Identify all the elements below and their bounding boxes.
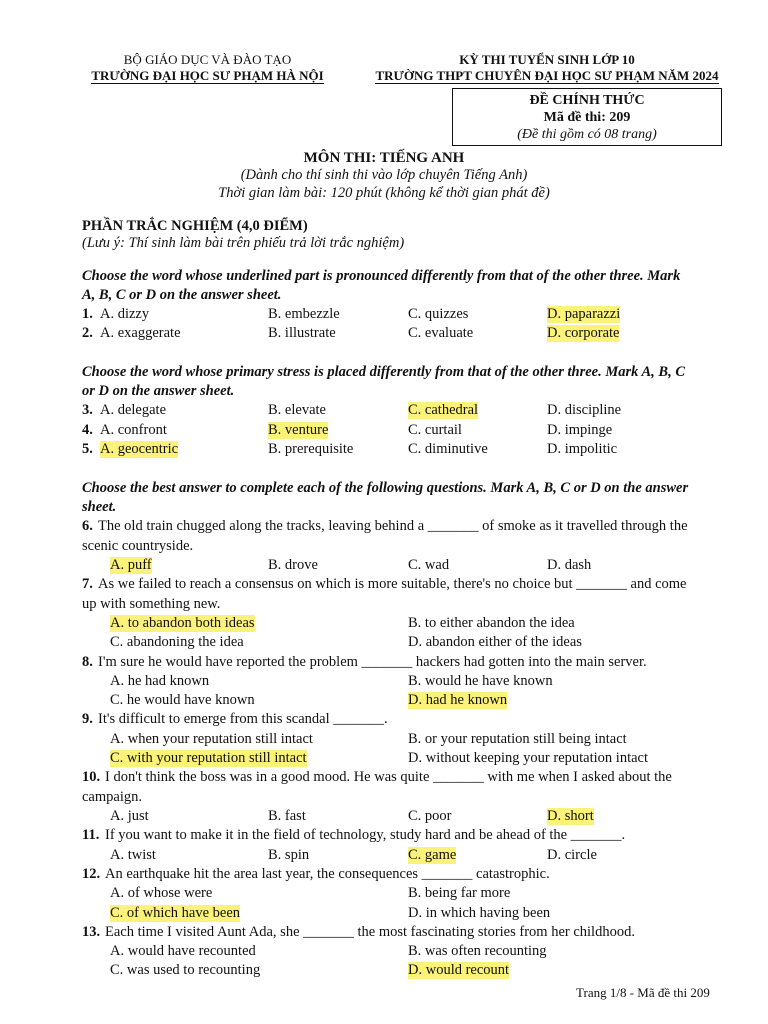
option-b: B. or your reputation still being intact [408,731,627,747]
option-b: B. embezzle [268,306,340,322]
option-b: B. drove [268,557,318,573]
section1-instruction-line1: Choose the word whose underlined part is pronounced differently from that of the other three. Mark [82,268,681,284]
option-c: C. was used to recounting [110,962,261,978]
subject-for: (Dành cho thí sinh thi vào lớp chuyên Tiếng Anh) [240,167,528,183]
option-a: A. he had known [110,673,210,689]
option-a: A. exaggerate [100,325,181,341]
option-b: B. illustrate [268,325,336,341]
option-c: C. evaluate [408,325,474,341]
option-b: B. spin [268,847,310,863]
question-number: 7. [82,576,93,592]
question-stem: As we failed to reach a consensus on which is more suitable, there's no choice but _______ and come [98,576,687,592]
option-b: B. prerequisite [268,441,354,457]
option-d: D. impinge [547,422,613,438]
official-box [452,88,722,146]
question-stem: It's difficult to emerge from this scandal _______. [98,711,388,727]
option-a: A. dizzy [100,306,150,322]
university-name [70,68,345,84]
question-number: 4. [82,422,93,438]
question-number: 8. [82,654,93,670]
option-a-highlighted: A. geocentric [100,441,179,457]
option-d: D. in which having been [408,905,551,921]
question-number: 11. [82,827,100,843]
question-number: 9. [82,711,93,727]
option-a: A. confront [100,422,167,438]
question-stem: I'm sure he would have reported the problem _______ hackers had gotten into the main server. [98,654,647,670]
school-name-text: TRƯỜNG THPT CHUYÊN ĐẠI HỌC SƯ PHẠM NĂM 2024 [375,68,719,83]
option-b: B. fast [268,808,306,824]
part-title: PHẦN TRẮC NGHIỆM (4,0 ĐIỂM) [82,218,308,234]
question-number: 1. [82,306,93,322]
option-c: C. poor [408,808,452,824]
school-name [352,68,742,84]
exam-name: KỲ THI TUYỂN SINH LỚP 10 [459,52,635,67]
question-stem: The old train chugged along the tracks, leaving behind a _______ of smoke as it travelled through the [98,518,688,534]
exam-header [352,52,742,84]
option-b: B. elevate [268,402,326,418]
question-number: 12. [82,866,101,882]
option-d: D. dash [547,557,592,573]
option-b: B. being far more [408,885,511,901]
option-c: C. he would have known [110,692,255,708]
option-c: C. wad [408,557,450,573]
option-d-highlighted: D. paparazzi [547,306,621,322]
part-note: (Lưu ý: Thí sinh làm bài trên phiếu trả lời trắc nghiệm) [82,235,405,251]
question-stem: Each time I visited Aunt Ada, she _______ the most fascinating stories from her childhood. [105,924,635,940]
option-d-highlighted: D. had he known [408,692,508,708]
option-c-highlighted: C. with your reputation still intact [110,750,307,766]
question-stem-cont: up with something new. [82,596,221,612]
question-number: 10. [82,769,101,785]
option-a-highlighted: A. to abandon both ideas [110,615,255,631]
ministry-header [70,52,345,84]
university-name-text: TRƯỜNG ĐẠI HỌC SƯ PHẠM HÀ NỘI [91,68,324,83]
option-b: B. was often recounting [408,943,547,959]
page-count: (Đề thi gồm có 08 trang) [517,127,657,142]
option-b: B. to either abandon the idea [408,615,575,631]
option-d: D. circle [547,847,597,863]
option-b-highlighted: B. venture [268,422,329,438]
question-number: 2. [82,325,93,341]
option-d: D. impolitic [547,441,618,457]
option-d-highlighted: D. short [547,808,594,824]
option-a-highlighted: A. puff [110,557,152,573]
option-c-highlighted: C. cathedral [408,402,479,418]
option-a: A. just [110,808,149,824]
option-d: D. abandon either of the ideas [408,634,582,650]
question-stem: If you want to make it in the field of technology, study hard and be ahead of the _______. [105,827,626,843]
page-footer: Trang 1/8 - Mã đề thi 209 [576,985,710,1000]
option-c-highlighted: C. game [408,847,457,863]
exam-code: Mã đề thi: 209 [543,110,631,125]
option-a: A. delegate [100,402,167,418]
option-a: A. would have recounted [110,943,256,959]
section1-instruction-line2: A, B, C or D on the answer sheet. [82,287,282,303]
option-c: C. curtail [408,422,462,438]
option-d-highlighted: D. would recount [408,962,510,978]
option-d-highlighted: D. corporate [547,325,620,341]
question-stem: I don't think the boss was in a good mood. He was quite _______ with me when I asked about the [105,769,672,785]
section3-instruction-line1: Choose the best answer to complete each of the following questions. Mark A, B, C or D on the answer [82,480,689,496]
option-a: A. twist [110,847,156,863]
option-a: A. when your reputation still intact [110,731,313,747]
section2-instruction-line2: or D on the answer sheet. [82,383,235,399]
option-d: D. discipline [547,402,622,418]
option-c: C. diminutive [408,441,488,457]
option-c-highlighted: C. of which have been [110,905,241,921]
official-label: ĐỀ CHÍNH THỨC [529,93,645,108]
option-c: C. quizzes [408,306,469,322]
question-stem-cont: scenic countryside. [82,538,194,554]
subject-title: MÔN THI: TIẾNG ANH [303,150,465,166]
option-b: B. would he have known [408,673,553,689]
question-number: 6. [82,518,93,534]
option-a: A. of whose were [110,885,213,901]
section2-instruction-line1: Choose the word whose primary stress is placed differently from that of the other three. Mark A, B, C [82,364,685,380]
section3-instruction-line2: sheet. [82,499,117,515]
question-number: 5. [82,441,93,457]
option-d: D. without keeping your reputation intact [408,750,649,766]
subject-time: Thời gian làm bài: 120 phút (không kể thời gian phát đề) [218,185,550,201]
question-number: 13. [82,924,101,940]
question-stem-cont: campaign. [82,789,142,805]
question-number: 3. [82,402,93,418]
option-c: C. abandoning the idea [110,634,244,650]
question-stem: An earthquake hit the area last year, the consequences _______ catastrophic. [105,866,550,882]
ministry-name: BỘ GIÁO DỤC VÀ ĐÀO TẠO [123,52,292,67]
